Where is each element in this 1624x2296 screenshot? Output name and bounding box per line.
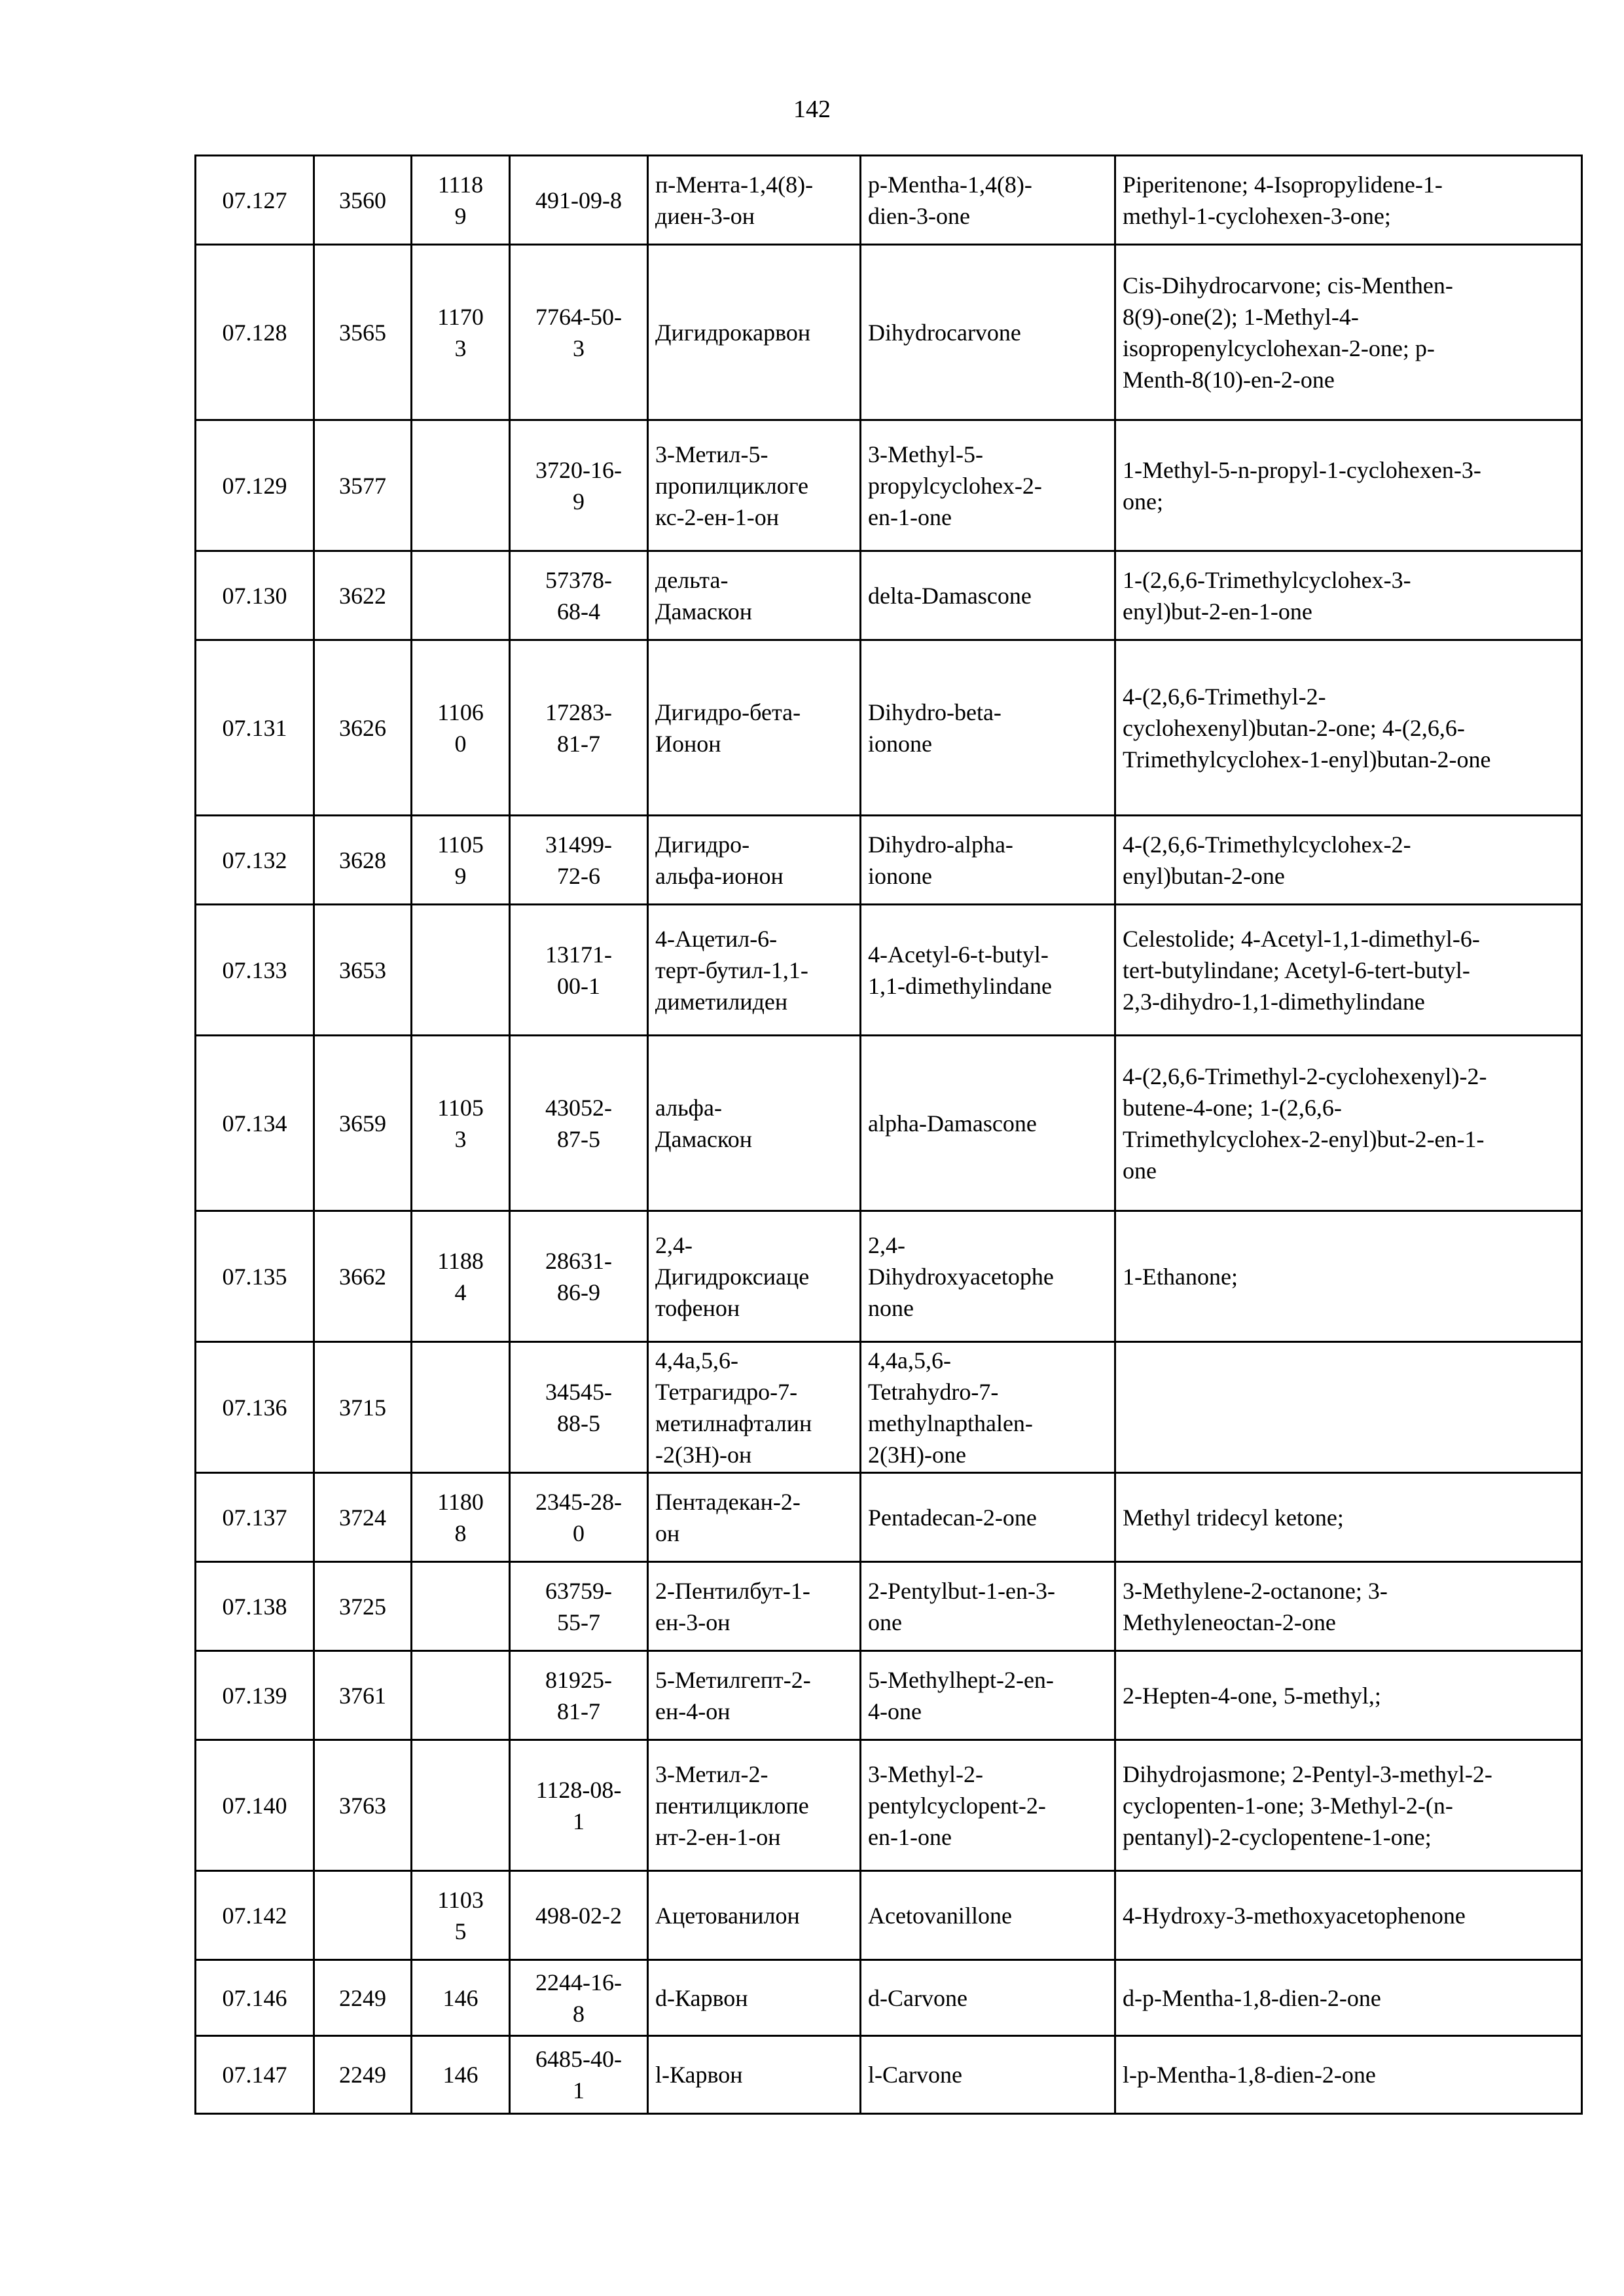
cell-fl-number: 3763	[314, 1740, 412, 1871]
cell-name-en: 3-Methyl-2- pentylcyclopent-2- en-1-one	[861, 1740, 1115, 1871]
cell-jecfa-number: 1170 3	[412, 245, 510, 420]
table-row	[196, 1740, 1582, 1871]
cell-name-ru: 3-Метил-2- пентилциклопе нт-2-ен-1-он	[648, 1740, 861, 1871]
cell-synonyms: 3-Methylene-2-octanone; 3- Methyleneoctan-2-one	[1115, 1562, 1582, 1651]
cell-jecfa-number: 1105 9	[412, 816, 510, 905]
cell-jecfa-number	[412, 905, 510, 1036]
cell-cas-number: 7764-50- 3	[510, 245, 648, 420]
cell-name-en: delta-Damascone	[861, 551, 1115, 640]
cell-synonyms	[1115, 1342, 1582, 1473]
cell-jecfa-number: 1106 0	[412, 640, 510, 816]
cell-name-en: Pentadecan-2-one	[861, 1473, 1115, 1562]
table-row	[196, 1651, 1582, 1740]
cell-name-en: 4-Acetyl-6-t-butyl- 1,1-dimethylindane	[861, 905, 1115, 1036]
cell-cas-number: 13171- 00-1	[510, 905, 648, 1036]
cell-fl-number: 2249	[314, 2036, 412, 2114]
cell-name-ru: 3-Метил-5- пропилциклоге кс-2-ен-1-он	[648, 420, 861, 551]
cell-synonyms: Cis-Dihydrocarvone; cis-Menthen- 8(9)-one(2); 1-Methyl-4- isopropenylcyclohexan-2-one; p- Menth-8(10)-en-2-one	[1115, 245, 1582, 420]
cell-name-ru: d-Карвон	[648, 1960, 861, 2036]
cell-fl-number: 3761	[314, 1651, 412, 1740]
cell-name-en: 4,4a,5,6- Tetrahydro-7- methylnapthalen- 2(3H)-one	[861, 1342, 1115, 1473]
cell-name-en: alpha-Damascone	[861, 1036, 1115, 1211]
cell-code: 07.137	[196, 1473, 314, 1562]
cell-jecfa-number	[412, 551, 510, 640]
cell-cas-number: 1128-08- 1	[510, 1740, 648, 1871]
cell-code: 07.128	[196, 245, 314, 420]
cell-cas-number: 3720-16- 9	[510, 420, 648, 551]
cell-code: 07.142	[196, 1871, 314, 1960]
cell-name-en: Dihydro-alpha- ionone	[861, 816, 1115, 905]
cell-fl-number: 3626	[314, 640, 412, 816]
table-row	[196, 905, 1582, 1036]
cell-fl-number: 2249	[314, 1960, 412, 2036]
cell-synonyms: d-p-Mentha-1,8-dien-2-one	[1115, 1960, 1582, 2036]
cell-jecfa-number: 1118 9	[412, 156, 510, 245]
table-row	[196, 1871, 1582, 1960]
cell-code: 07.135	[196, 1211, 314, 1342]
cell-jecfa-number: 1188 4	[412, 1211, 510, 1342]
cell-code: 07.147	[196, 2036, 314, 2114]
cell-name-ru: п-Мента-1,4(8)- диен-3-он	[648, 156, 861, 245]
cell-synonyms: Methyl tridecyl ketone;	[1115, 1473, 1582, 1562]
cell-cas-number: 17283- 81-7	[510, 640, 648, 816]
cell-code: 07.129	[196, 420, 314, 551]
cell-cas-number: 63759- 55-7	[510, 1562, 648, 1651]
cell-name-ru: 4,4a,5,6- Тетрагидро-7- метилнафталин -2(3H)-он	[648, 1342, 861, 1473]
cell-cas-number: 31499- 72-6	[510, 816, 648, 905]
cell-fl-number: 3628	[314, 816, 412, 905]
cell-name-ru: 2-Пентилбут-1- ен-3-он	[648, 1562, 861, 1651]
cell-name-ru: l-Карвон	[648, 2036, 861, 2114]
cell-jecfa-number: 1180 8	[412, 1473, 510, 1562]
cell-fl-number: 3662	[314, 1211, 412, 1342]
cell-name-en: l-Carvone	[861, 2036, 1115, 2114]
cell-name-en: Dihydrocarvone	[861, 245, 1115, 420]
cell-name-ru: Ацетованилон	[648, 1871, 861, 1960]
cell-code: 07.127	[196, 156, 314, 245]
cell-name-ru: 2,4- Дигидроксиаце тофенон	[648, 1211, 861, 1342]
cell-name-en: 5-Methylhept-2-en- 4-one	[861, 1651, 1115, 1740]
cell-code: 07.131	[196, 640, 314, 816]
cell-fl-number: 3577	[314, 420, 412, 551]
table-row	[196, 2036, 1582, 2114]
cell-synonyms: 2-Hepten-4-one, 5-methyl,;	[1115, 1651, 1582, 1740]
cell-name-ru: 5-Метилгепт-2- ен-4-он	[648, 1651, 861, 1740]
cell-cas-number: 498-02-2	[510, 1871, 648, 1960]
cell-cas-number: 81925- 81-7	[510, 1651, 648, 1740]
cell-name-en: 2,4- Dihydroxyacetophe none	[861, 1211, 1115, 1342]
cell-jecfa-number	[412, 420, 510, 551]
cell-name-en: Dihydro-beta- ionone	[861, 640, 1115, 816]
cell-code: 07.146	[196, 1960, 314, 2036]
cell-name-ru: дельта- Дамаскон	[648, 551, 861, 640]
cell-synonyms: l-p-Mentha-1,8-dien-2-one	[1115, 2036, 1582, 2114]
cell-fl-number: 3659	[314, 1036, 412, 1211]
cell-code: 07.132	[196, 816, 314, 905]
cell-cas-number: 43052- 87-5	[510, 1036, 648, 1211]
cell-cas-number: 2345-28- 0	[510, 1473, 648, 1562]
cell-cas-number: 34545- 88-5	[510, 1342, 648, 1473]
cell-jecfa-number	[412, 1342, 510, 1473]
cell-code: 07.133	[196, 905, 314, 1036]
cell-cas-number: 28631- 86-9	[510, 1211, 648, 1342]
page-number: 142	[793, 96, 831, 123]
substances-table	[194, 155, 1583, 2115]
table-row	[196, 1562, 1582, 1651]
cell-code: 07.130	[196, 551, 314, 640]
cell-jecfa-number	[412, 1740, 510, 1871]
table-row	[196, 1211, 1582, 1342]
cell-name-en: 2-Pentylbut-1-en-3- one	[861, 1562, 1115, 1651]
cell-code: 07.138	[196, 1562, 314, 1651]
cell-synonyms: 1-(2,6,6-Trimethylcyclohex-3- enyl)but-2-en-1-one	[1115, 551, 1582, 640]
cell-synonyms: 4-(2,6,6-Trimethyl-2-cyclohexenyl)-2- butene-4-one; 1-(2,6,6- Trimethylcyclohex-2-enyl)but-2-en-1- one	[1115, 1036, 1582, 1211]
cell-fl-number: 3724	[314, 1473, 412, 1562]
cell-jecfa-number: 146	[412, 1960, 510, 2036]
table-row	[196, 1036, 1582, 1211]
cell-code: 07.136	[196, 1342, 314, 1473]
cell-synonyms: 4-Hydroxy-3-methoxyacetophenone	[1115, 1871, 1582, 1960]
cell-name-en: p-Mentha-1,4(8)- dien-3-one	[861, 156, 1115, 245]
cell-cas-number: 57378- 68-4	[510, 551, 648, 640]
cell-name-en: Acetovanillone	[861, 1871, 1115, 1960]
cell-code: 07.140	[196, 1740, 314, 1871]
cell-fl-number: 3653	[314, 905, 412, 1036]
cell-synonyms: Celestolide; 4-Acetyl-1,1-dimethyl-6- tert-butylindane; Acetyl-6-tert-butyl- 2,3-dihydro-1,1-dimethylindane	[1115, 905, 1582, 1036]
table-row	[196, 156, 1582, 245]
table-row	[196, 420, 1582, 551]
cell-synonyms: 4-(2,6,6-Trimethylcyclohex-2- enyl)butan-2-one	[1115, 816, 1582, 905]
cell-name-en: d-Carvone	[861, 1960, 1115, 2036]
cell-fl-number: 3715	[314, 1342, 412, 1473]
cell-jecfa-number: 1105 3	[412, 1036, 510, 1211]
cell-code: 07.139	[196, 1651, 314, 1740]
cell-name-ru: Пентадекан-2- он	[648, 1473, 861, 1562]
cell-jecfa-number	[412, 1651, 510, 1740]
table-row	[196, 245, 1582, 420]
table-row	[196, 1342, 1582, 1473]
table-row	[196, 551, 1582, 640]
cell-fl-number: 3565	[314, 245, 412, 420]
cell-cas-number: 6485-40- 1	[510, 2036, 648, 2114]
cell-name-ru: Дигидрокарвон	[648, 245, 861, 420]
table-row	[196, 640, 1582, 816]
cell-synonyms: Piperitenone; 4-Isopropylidene-1- methyl-1-cyclohexen-3-one;	[1115, 156, 1582, 245]
cell-fl-number: 3725	[314, 1562, 412, 1651]
cell-name-en: 3-Methyl-5- propylcyclohex-2- en-1-one	[861, 420, 1115, 551]
cell-synonyms: Dihydrojasmone; 2-Pentyl-3-methyl-2- cyclopenten-1-one; 3-Methyl-2-(n- pentanyl)-2-cyclopentene-1-one;	[1115, 1740, 1582, 1871]
cell-cas-number: 491-09-8	[510, 156, 648, 245]
cell-synonyms: 1-Methyl-5-n-propyl-1-cyclohexen-3- one;	[1115, 420, 1582, 551]
cell-name-ru: Дигидро-бета- Ионон	[648, 640, 861, 816]
cell-cas-number: 2244-16- 8	[510, 1960, 648, 2036]
cell-fl-number: 3560	[314, 156, 412, 245]
cell-name-ru: Дигидро- альфа-ионон	[648, 816, 861, 905]
cell-jecfa-number	[412, 1562, 510, 1651]
cell-jecfa-number: 146	[412, 2036, 510, 2114]
table-row	[196, 816, 1582, 905]
cell-fl-number: 3622	[314, 551, 412, 640]
cell-fl-number	[314, 1871, 412, 1960]
cell-name-ru: альфа- Дамаскон	[648, 1036, 861, 1211]
cell-synonyms: 4-(2,6,6-Trimethyl-2- cyclohexenyl)butan-2-one; 4-(2,6,6- Trimethylcyclohex-1-enyl)butan-2-one	[1115, 640, 1582, 816]
table-row	[196, 1473, 1582, 1562]
table-row	[196, 1960, 1582, 2036]
cell-jecfa-number: 1103 5	[412, 1871, 510, 1960]
cell-code: 07.134	[196, 1036, 314, 1211]
cell-synonyms: 1-Ethanone;	[1115, 1211, 1582, 1342]
cell-name-ru: 4-Ацетил-6- терт-бутил-1,1- диметилиден	[648, 905, 861, 1036]
